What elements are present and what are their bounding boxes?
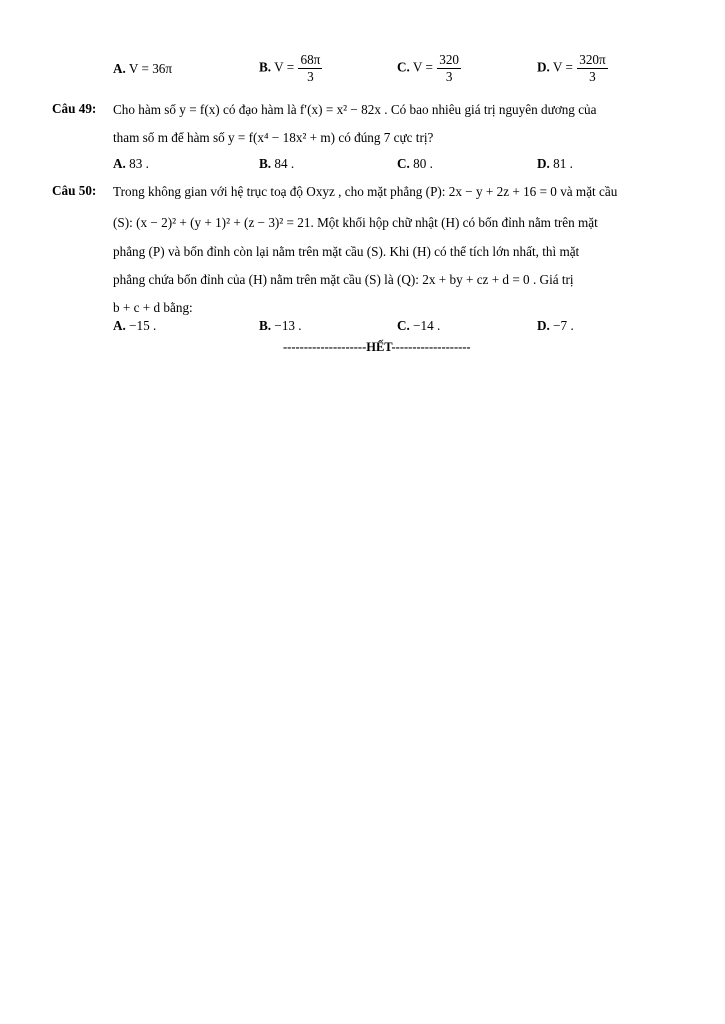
q49-option-d: D. 81 . [537,156,573,171]
q50-option-a: A. −15 . [113,318,157,333]
fraction: $\frac{320\pi}{3}$ [579,52,606,84]
end-marker: --------------------HẾT------------------- [283,340,471,354]
question-text-line: Cho hàm số y = f(x) có đạo hàm là f′(x) = x² − 82x . Có bao nhiêu giá trị nguyên dương của [113,102,597,117]
question-label: Câu 49: [52,101,97,116]
q48-option-d: D. V = $\frac{320\pi}{3}$ [537,52,606,84]
question-text-line: Trong không gian với hệ trục toạ độ Oxyz , cho mặt phẳng (P): 2x − y + 2z + 16 = 0 và mặt cầu [113,184,618,199]
q48-option-b: B. V = $\frac{68\pi}{3}$ [259,52,321,84]
q48-option-c: C. V = $\frac{320}{3}$ [397,52,459,84]
question-text-line: (S): (x − 2)² + (y + 1)² + (z − 3)² = 21. Một khối hộp chữ nhật (H) có bốn đỉnh nằm trên mặt [113,215,598,230]
q50-option-b: B. −13 . [259,318,302,333]
fraction: $\frac{68\pi}{3}$ [300,52,321,84]
q49-option-a: A. 83 . [113,156,149,171]
question-text-line: b + c + d bằng: [113,300,193,315]
question-text-line: phẳng (P) và bốn đỉnh còn lại nằm trên mặt cầu (S). Khi (H) có thể tích lớn nhất, thì mặt [113,244,580,259]
q50-option-d: D. −7 . [537,318,574,333]
question-label: Câu 50: [52,183,97,198]
fraction: $\frac{320}{3}$ [439,52,459,84]
q50-option-c: C. −14 . [397,318,441,333]
q49-option-c: C. 80 . [397,156,433,171]
q49-option-b: B. 84 . [259,156,295,171]
q48-option-a: A. V = 36π [113,61,173,76]
question-text-line: phẳng chứa bốn đỉnh của (H) nằm trên mặt cầu (S) là (Q): 2x + by + cz + d = 0 . Giá trị [113,272,574,287]
question-text-line: tham số m để hàm số y = f(x⁴ − 18x² + m) có đúng 7 cực trị? [113,130,434,145]
